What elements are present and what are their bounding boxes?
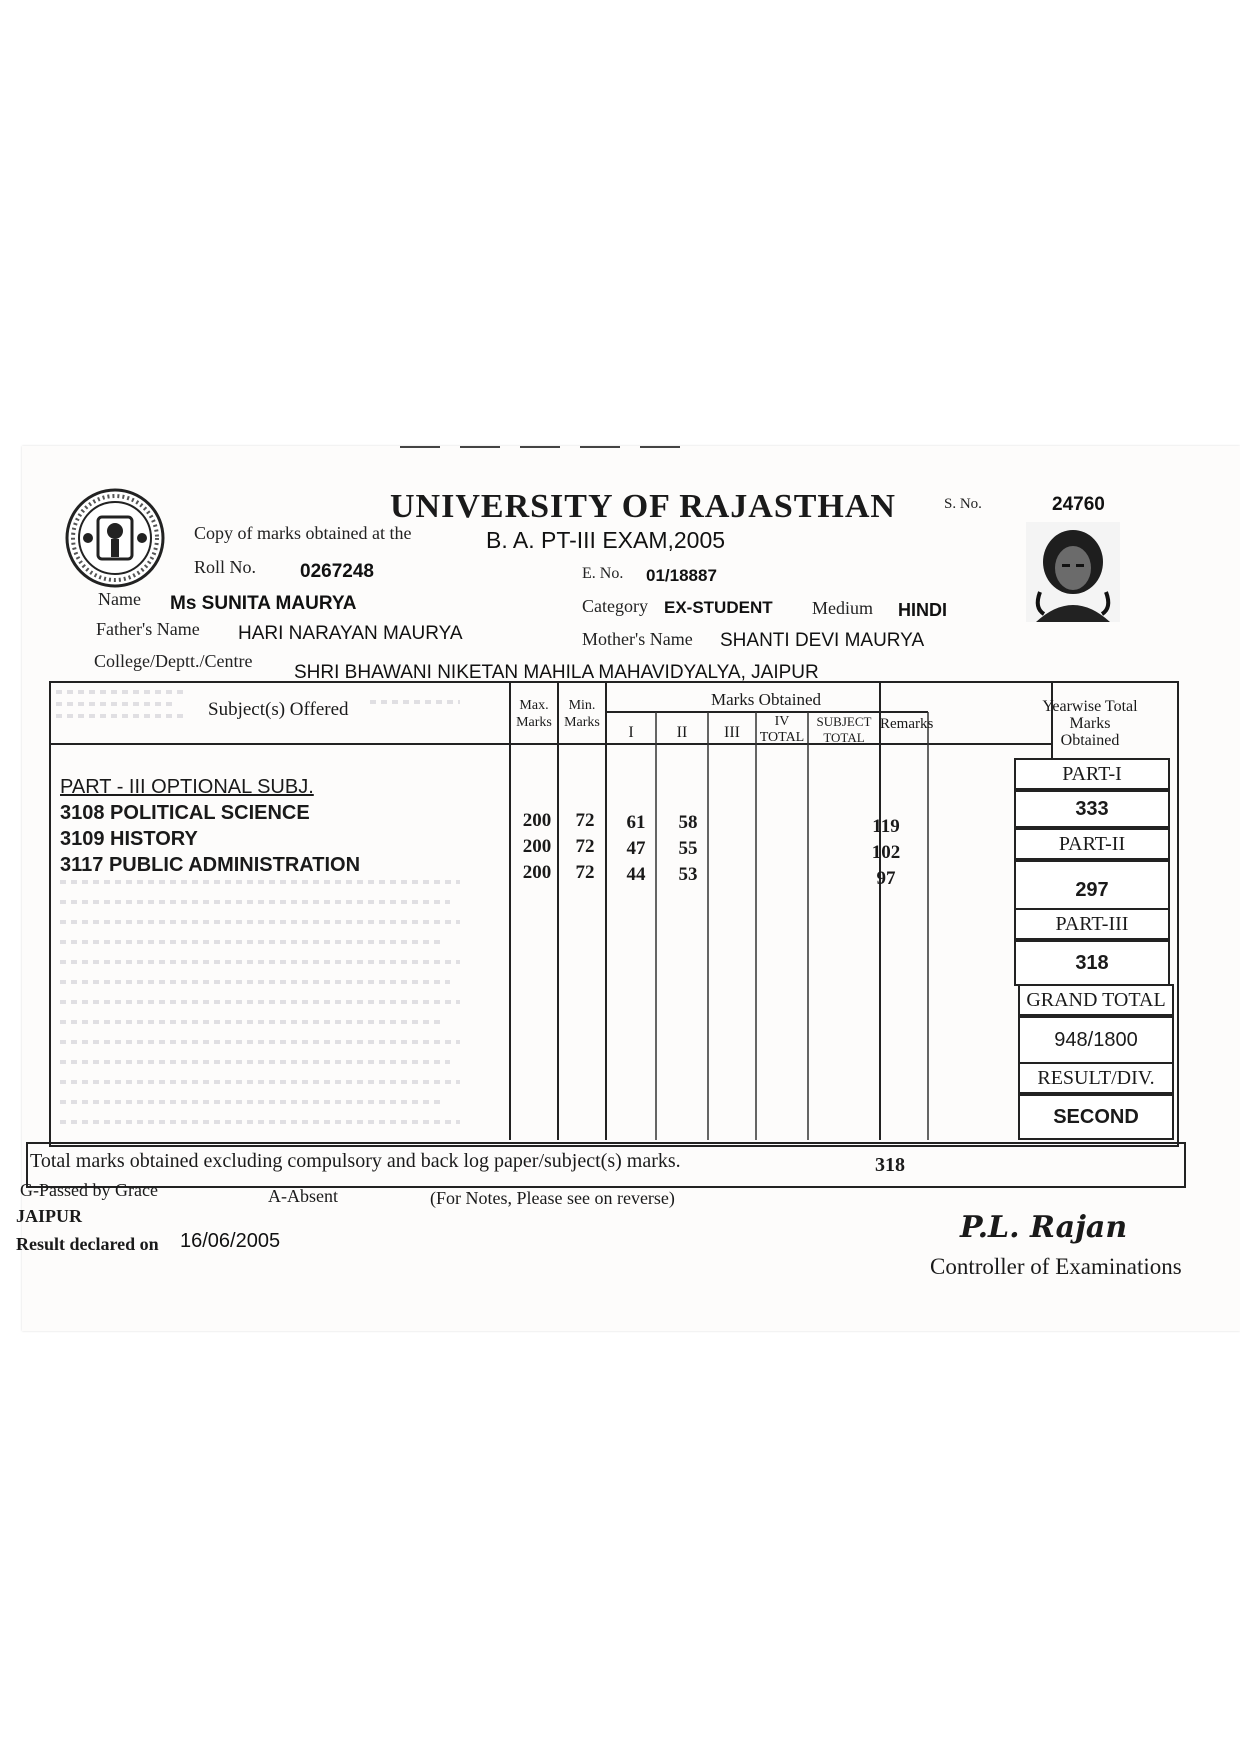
grand-total-label-box bbox=[1018, 984, 1174, 1016]
header-min-marks: Min. Marks bbox=[564, 698, 600, 730]
background-pattern bbox=[60, 1060, 450, 1064]
row-max-marks: 200 bbox=[522, 836, 552, 857]
row-paper-ii: 55 bbox=[678, 838, 698, 859]
row-min-marks: 72 bbox=[575, 810, 595, 831]
category: EX-STUDENT bbox=[664, 598, 773, 617]
result-value-box bbox=[1018, 1094, 1174, 1140]
row-paper-i: 47 bbox=[626, 838, 646, 859]
row-paper-i: 61 bbox=[626, 812, 646, 833]
section-title: PART - III OPTIONAL SUBJ. bbox=[60, 776, 314, 798]
row-max-marks: 200 bbox=[522, 862, 552, 883]
part2-value-box bbox=[1014, 860, 1170, 910]
exam-name: B. A. PT-III EXAM,2005 bbox=[486, 527, 726, 553]
background-pattern bbox=[60, 1080, 460, 1084]
row-subject: 3117 PUBLIC ADMINISTRATION bbox=[60, 854, 361, 876]
header-max-marks: Max. Marks bbox=[516, 698, 552, 730]
row-subject-total: 119 bbox=[872, 816, 900, 837]
part1-value-box bbox=[1014, 790, 1170, 828]
background-pattern bbox=[60, 1100, 440, 1104]
category-label: Category bbox=[582, 596, 648, 616]
background-pattern bbox=[370, 700, 460, 704]
copy-label: Copy of marks obtained at the bbox=[194, 523, 412, 543]
absent-note: A-Absent bbox=[268, 1186, 338, 1206]
student-photo bbox=[1026, 522, 1120, 622]
header-yearwise: Yearwise Total Marks Obtained bbox=[1042, 698, 1138, 749]
place: JAIPUR bbox=[16, 1206, 82, 1226]
grand-total-label: GRAND TOTAL bbox=[1026, 989, 1166, 1011]
header-subject-total: SUBJECT TOTAL bbox=[816, 714, 872, 745]
total-marks-value: 318 bbox=[875, 1154, 905, 1176]
row-paper-i: 44 bbox=[626, 864, 646, 885]
medium-label: Medium bbox=[812, 598, 873, 618]
header-paper-i: I bbox=[628, 724, 634, 741]
result-label: RESULT/DIV. bbox=[1037, 1067, 1155, 1089]
background-pattern bbox=[60, 900, 450, 904]
background-pattern bbox=[56, 714, 186, 718]
row-subject: 3108 POLITICAL SCIENCE bbox=[60, 802, 310, 824]
controller-signature: P.L. Rajan bbox=[960, 1210, 1128, 1245]
result-division: SECOND bbox=[1053, 1106, 1139, 1128]
row-paper-ii: 58 bbox=[678, 812, 698, 833]
row-subject-total: 97 bbox=[876, 868, 896, 889]
part2-label: PART-II bbox=[1058, 833, 1126, 855]
name-label: Name bbox=[98, 589, 141, 609]
mother-label: Mother's Name bbox=[582, 629, 693, 649]
declared-label: Result declared on bbox=[16, 1234, 159, 1254]
row-paper-ii: 53 bbox=[678, 864, 698, 885]
background-pattern bbox=[60, 920, 460, 924]
background-pattern bbox=[60, 1000, 460, 1004]
header-marks-obtained: Marks Obtained bbox=[710, 690, 821, 709]
part3-value-box bbox=[1014, 940, 1170, 986]
part2-label-box bbox=[1014, 828, 1170, 860]
background-pattern bbox=[60, 980, 450, 984]
student-name: Ms SUNITA MAURYA bbox=[170, 593, 357, 614]
background-pattern bbox=[60, 1020, 440, 1024]
top-border-line bbox=[400, 446, 700, 448]
college-name: SHRI BHAWANI NIKETAN MAHILA MAHAVIDYALYA, JAIPUR bbox=[294, 662, 819, 683]
medium: HINDI bbox=[898, 600, 947, 620]
row-max-marks: 200 bbox=[522, 810, 552, 831]
background-pattern bbox=[60, 1040, 460, 1044]
result-label-box bbox=[1018, 1062, 1174, 1094]
grand-total: 948/1800 bbox=[1054, 1029, 1138, 1051]
part3-marks: 318 bbox=[1075, 952, 1109, 974]
sno-label: S. No. bbox=[944, 496, 982, 512]
part1-label-box bbox=[1014, 758, 1170, 790]
grand-total-value-box bbox=[1018, 1016, 1174, 1064]
background-pattern bbox=[56, 690, 186, 694]
part1-label: PART-I bbox=[1062, 763, 1122, 785]
background-pattern bbox=[60, 1120, 460, 1124]
row-subject-total: 102 bbox=[871, 842, 901, 863]
enrollment-number: 01/18887 bbox=[646, 566, 717, 585]
part2-marks: 297 bbox=[1075, 879, 1109, 901]
header-paper-ii: II bbox=[676, 724, 688, 741]
background-pattern bbox=[60, 960, 460, 964]
total-note: Total marks obtained excluding compulsory and back log paper/subject(s) marks. bbox=[30, 1150, 681, 1172]
part3-label: PART-III bbox=[1055, 913, 1129, 935]
reverse-notes: (For Notes, Please see on reverse) bbox=[430, 1188, 675, 1208]
background-pattern bbox=[60, 940, 440, 944]
header-paper-iii: III bbox=[724, 724, 740, 741]
header-iv-total: IV TOTAL bbox=[759, 714, 805, 745]
college-label: College/Deptt./Centre bbox=[94, 651, 253, 671]
header-remarks: Remarks bbox=[880, 716, 934, 732]
declared-date: 16/06/2005 bbox=[180, 1230, 281, 1252]
roll-label: Roll No. bbox=[194, 557, 257, 577]
roll-number: 0267248 bbox=[300, 561, 374, 582]
university-name: UNIVERSITY OF RAJASTHAN bbox=[390, 488, 896, 525]
mother-name: SHANTI DEVI MAURYA bbox=[720, 630, 925, 651]
background-pattern bbox=[60, 880, 460, 884]
background-pattern bbox=[56, 702, 176, 706]
eno-label: E. No. bbox=[582, 565, 624, 582]
part3-label-box bbox=[1014, 908, 1170, 940]
row-min-marks: 72 bbox=[575, 836, 595, 857]
part1-marks: 333 bbox=[1075, 798, 1109, 820]
header-subjects: Subject(s) Offered bbox=[208, 699, 349, 720]
university-seal-icon bbox=[62, 487, 168, 589]
row-subject: 3109 HISTORY bbox=[60, 828, 198, 850]
father-name: HARI NARAYAN MAURYA bbox=[238, 623, 463, 644]
row-min-marks: 72 bbox=[575, 862, 595, 883]
serial-number: 24760 bbox=[1052, 494, 1105, 515]
controller-title: Controller of Examinations bbox=[930, 1254, 1182, 1279]
father-label: Father's Name bbox=[96, 619, 200, 639]
grace-note: G-Passed by Grace bbox=[20, 1180, 158, 1200]
